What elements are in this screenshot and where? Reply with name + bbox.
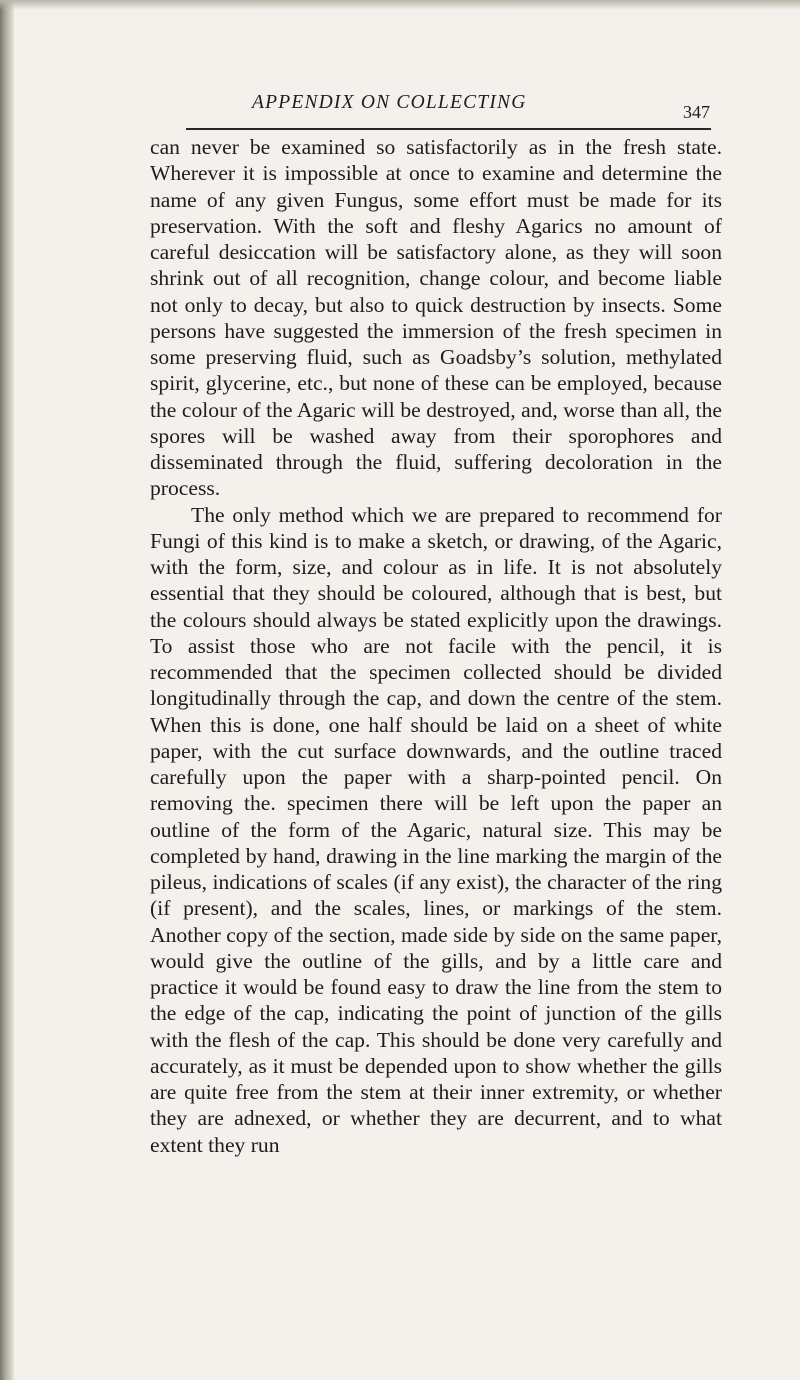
running-header: APPENDIX ON COLLECTING (252, 92, 527, 113)
paragraph-1: can never be examined so satisfactorily as in the fresh state. Wherever it is impossible at once to examine and determine the name of any given Fungus, some effort must be made for its preservation. With the soft and fleshy Agarics no amount of careful desiccation will be satisfactory alone, as they will soon shrink out of all recognition, change colour, and become liable not only to decay, but also to quick destruction by insects. Some persons have suggested the immersion of the fresh specimen in some preserving fluid, such as Goadsby’s solution, methylated spirit, glycerine, etc., but none of these can be employed, because the colour of the Agaric will be destroyed, and, worse than all, the spores will be washed away from their sporophores and disseminated through the fluid, suffering decoloration in the process. (150, 135, 722, 501)
paragraph-2: The only method which we are prepared to recommend for Fungi of this kind is to make a sketch, or drawing, of the Agaric, with the form, size, and colour as in life. It is not absolutely essential that they should be coloured, although that is best, but the colours should always be stated explicitly upon the drawings. To assist those who are not facile with the pencil, it is recommended that the specimen collected should be divided longitudinally through the cap, and down the centre of the stem. When this is done, one half should be laid on a sheet of white paper, with the cut surface downwards, and the outline traced carefully upon the paper with a sharp-pointed pencil. On removing the. specimen there will be left upon the paper an outline of the form of the Agaric, natural size. This may be completed by hand, drawing in the line marking the margin of the pileus, indications of scales (if any exist), the character of the ring (if present), and the scales, lines, or markings of the stem. Another copy of the section, made side by side on the same paper, would give the outline of the gills, and by a little care and practice it would be found easy to draw the line from the stem to the edge of the cap, indicating the point of junction of the gills with the flesh of the cap. This should be done very carefully and accurately, as it must be depended upon to show whether the gills are quite free from the stem at their inner extremity, or whether they are adnexed, or whether they are decurrent, and to what extent they run (150, 502, 722, 1157)
page-binding-edge (0, 0, 14, 1380)
body-text (150, 134, 722, 1158)
header-rule (186, 128, 711, 130)
page-top-shadow (0, 0, 800, 10)
page-number: 347 (683, 102, 710, 122)
